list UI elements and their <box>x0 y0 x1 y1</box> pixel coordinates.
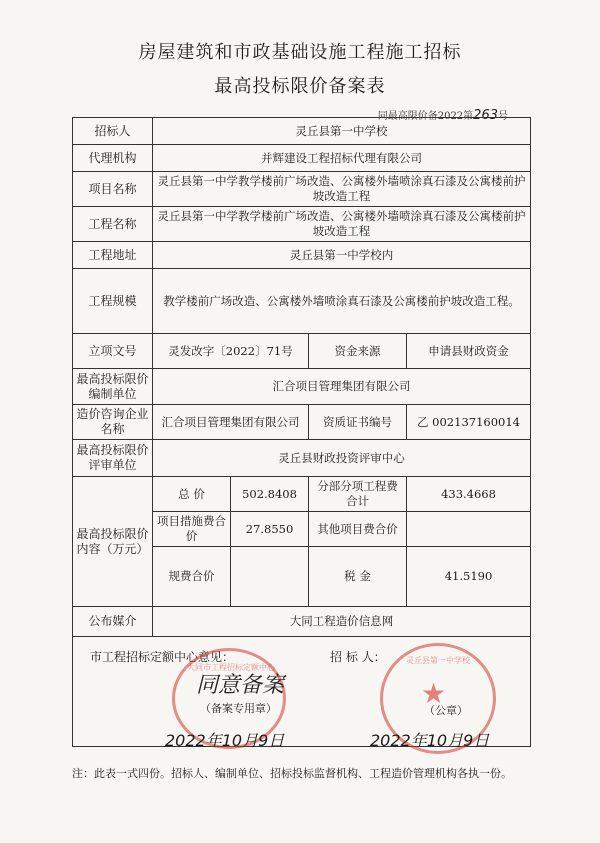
left-stamp-note: （备案专用章） <box>200 702 277 715</box>
measure-cost-label: 项目措施费合 价 <box>153 512 231 547</box>
agency-value: 并辉建设工程招标代理有限公司 <box>153 145 531 172</box>
price-content-label: 最高投标限价内容（万元） <box>73 477 153 607</box>
doc-number-handwritten: 263 <box>473 108 498 123</box>
right-stamp-ring-text: 灵丘县第一中学校 <box>406 656 470 665</box>
other-cost-value <box>407 512 531 547</box>
star-icon: ★ <box>421 677 447 710</box>
left-stamp-ring-text: 大同市工程招标定额中心 <box>187 663 275 672</box>
scale-value: 教学楼前广场改造、公寓楼外墙喷涂真石漆及公寓楼前护坡改造工程。 <box>153 269 531 334</box>
agency-label: 代理机构 <box>73 145 153 172</box>
review-unit-value: 灵丘县财政投资评审中心 <box>153 440 531 477</box>
left-date: 2022年10月9日 <box>165 731 285 750</box>
right-stamp-note: （公章） <box>424 704 468 717</box>
footer-note: 注：此表一式四份。招标人、编制单位、招标投标监督机构、工程造价管理机构各执一份。 <box>72 767 512 780</box>
doc-number-suffix: 号 <box>498 111 508 122</box>
preparer-label: 最高投标限价编制单位 <box>73 369 153 405</box>
approval-handwriting: 同意备案 <box>196 673 285 698</box>
title-line1: 房屋建筑和市政基础设施工程施工招标 <box>138 42 462 63</box>
project-name-value: 灵丘县第一中学教学楼前广场改造、公寓楼外墙喷涂真石漆及公寓楼前护坡改造工程 <box>153 172 531 207</box>
right-date: 2022年10月9日 <box>370 731 490 750</box>
consult-company-label: 造价咨询企业名称 <box>73 405 153 440</box>
approval-no-value: 灵发改字〔2022〕71号 <box>153 334 309 369</box>
consult-company-value: 汇合项目管理集团有限公司 <box>153 405 309 440</box>
review-unit-label: 最高投标限价评审单位 <box>73 440 153 477</box>
address-label: 工程地址 <box>73 242 153 269</box>
scale-label: 工程规模 <box>73 269 153 334</box>
tenderer-value: 灵丘县第一中学校 <box>153 118 531 145</box>
tenderer-label: 招标人 <box>73 118 153 145</box>
right-signature-title: 招 标 人： <box>330 650 386 664</box>
other-cost-label: 其他项目费合价 <box>309 512 407 547</box>
construction-name-label: 工程名称 <box>73 207 153 242</box>
left-signature-title: 市工程招标定额中心意见： <box>90 650 235 664</box>
preparer-value: 汇合项目管理集团有限公司 <box>153 369 531 405</box>
title-line2: 最高投标限价备案表 <box>214 76 386 97</box>
fund-source-label: 资金来源 <box>309 334 407 369</box>
approval-no-label: 立项文号 <box>73 334 153 369</box>
tax-value: 41.5190 <box>407 547 531 607</box>
doc-number-prefix: 同最高限价备2022第 <box>377 111 474 122</box>
media-value: 大同工程造价信息网 <box>153 607 531 637</box>
total-price-label: 总 价 <box>153 477 231 512</box>
qualification-label: 资质证书编号 <box>309 405 407 440</box>
subitem-cost-label: 分部分项工程费合计 <box>309 477 407 512</box>
fund-source-value: 申请县财政资金 <box>407 334 531 369</box>
address-value: 灵丘县第一中学校内 <box>153 242 531 269</box>
measure-cost-value: 27.8550 <box>231 512 309 547</box>
tax-label: 税 金 <box>309 547 407 607</box>
fees-label: 规费合价 <box>153 547 231 607</box>
construction-name-value: 灵丘县第一中学教学楼前广场改造、公寓楼外墙喷涂真石漆及公寓楼前护坡改造工程 <box>153 207 531 242</box>
media-label: 公布媒介 <box>73 607 153 637</box>
total-price-value: 502.8408 <box>231 477 309 512</box>
fees-value <box>231 547 309 607</box>
project-name-label: 项目名称 <box>73 172 153 207</box>
qualification-value: 乙 002137160014 <box>407 405 531 440</box>
subitem-cost-value: 433.4668 <box>407 477 531 512</box>
